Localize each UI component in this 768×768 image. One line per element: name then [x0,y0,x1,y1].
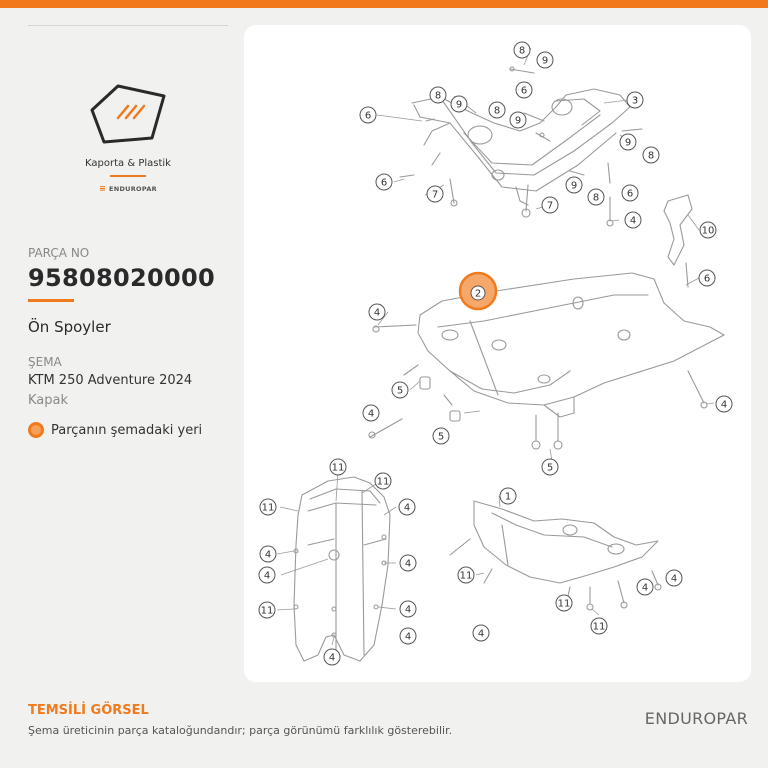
callout-4 [666,570,682,586]
callout-10 [700,222,716,238]
callout-6 [622,185,638,201]
callout-4 [399,499,415,515]
svg-text:6: 6 [380,177,388,189]
callout-4 [363,405,379,421]
callout-4 [324,649,340,665]
category-pentagon-icon [88,80,168,146]
callout-11 [330,459,346,475]
callout-8 [430,87,446,103]
category-brand [28,185,228,193]
callout-11 [259,602,275,618]
callout-4 [260,546,276,562]
callout-9 [620,134,636,150]
location-legend [28,422,202,438]
legend-label: Parçanın şemadaki yeri [51,422,203,438]
svg-text:4: 4 [641,582,649,594]
svg-text:4: 4 [403,502,411,514]
highlight-dot-icon [28,422,44,438]
accent-top-bar [0,0,768,8]
svg-text:11: 11 [592,621,606,633]
svg-text:8: 8 [647,150,655,162]
callout-6 [376,174,392,190]
callout-2 [471,286,485,300]
header-divider [28,25,228,26]
callout-4 [716,396,732,412]
svg-text:6: 6 [364,110,372,122]
callout-5 [542,459,558,475]
svg-text:8: 8 [434,90,442,102]
svg-text:11: 11 [557,598,571,610]
svg-text:4: 4 [404,604,412,616]
svg-text:7: 7 [546,200,554,212]
callout-8 [588,189,604,205]
svg-text:4: 4 [404,558,412,570]
svg-text:8: 8 [592,192,600,204]
svg-text:4: 4 [367,408,375,420]
callout-11 [458,567,474,583]
callout-1 [500,488,516,504]
svg-text:10: 10 [701,225,715,237]
svg-text:4: 4 [670,573,678,585]
svg-text:7: 7 [431,189,439,201]
svg-text:11: 11 [261,502,275,514]
callout-4 [400,555,416,571]
svg-text:11: 11 [331,462,345,474]
callout-3 [627,92,643,108]
category-underline [110,175,146,177]
callout-8 [489,102,505,118]
svg-text:9: 9 [570,180,578,192]
svg-text:9: 9 [541,55,549,67]
exploded-view-drawing [244,25,751,682]
svg-text:9: 9 [624,137,632,149]
callout-4 [400,628,416,644]
footer-brand: ENDUROPAR [644,709,748,728]
category-title: Kaporta & Plastik [85,158,171,169]
callout-9 [566,177,582,193]
callout-8 [643,147,659,163]
part-number-underline [28,299,74,302]
svg-text:2: 2 [474,288,482,300]
callout-4 [625,212,641,228]
svg-text:4: 4 [404,631,412,643]
svg-text:8: 8 [518,45,526,57]
callout-4 [473,625,489,641]
svg-text:5: 5 [396,385,404,397]
svg-text:4: 4 [629,215,637,227]
callout-5 [433,428,449,444]
callout-6 [360,107,376,123]
callout-9 [510,112,526,128]
part-name: Ön Spoyler [28,318,111,336]
brand-mark-icon: ≡ [98,184,106,193]
category-block [28,80,228,193]
callout-9 [537,52,553,68]
svg-text:3: 3 [631,95,639,107]
callout-9 [451,96,467,112]
parts-diagram [244,25,751,682]
callout-4 [400,601,416,617]
svg-text:4: 4 [263,570,271,582]
schema-model: KTM 250 Adventure 2024 [28,373,193,388]
part-number: 95808020000 [28,264,215,292]
callout-11 [375,473,391,489]
callout-7 [542,197,558,213]
svg-text:5: 5 [437,431,445,443]
svg-text:9: 9 [514,115,522,127]
svg-text:6: 6 [703,273,711,285]
svg-text:4: 4 [720,399,728,411]
schema-label: ŞEMA [28,355,62,369]
svg-text:5: 5 [546,462,554,474]
callout-11 [591,618,607,634]
svg-text:4: 4 [264,549,272,561]
svg-text:4: 4 [328,652,336,664]
callout-6 [516,82,532,98]
schema-group: Kapak [28,393,69,408]
callout-11 [260,499,276,515]
callout-5 [392,382,408,398]
part-number-label: PARÇA NO [28,246,90,260]
svg-text:1: 1 [504,491,512,503]
svg-text:6: 6 [520,85,528,97]
callout-4 [369,304,385,320]
svg-text:4: 4 [477,628,485,640]
callout-7 [427,186,443,202]
footer-title: TEMSİLİ GÖRSEL [28,703,149,718]
svg-text:6: 6 [626,188,634,200]
callout-8 [514,42,530,58]
category-brand-label: ENDUROPAR [109,185,157,193]
footer-note: Şema üreticinin parça kataloğundandır; parça görünümü farklılık gösterebilir. [28,724,453,737]
callout-4 [637,579,653,595]
svg-text:4: 4 [373,307,381,319]
callout-4 [259,567,275,583]
svg-text:8: 8 [493,105,501,117]
svg-text:11: 11 [459,570,473,582]
callout-11 [556,595,572,611]
svg-text:11: 11 [260,605,274,617]
callout-6 [699,270,715,286]
svg-text:9: 9 [455,99,463,111]
svg-text:11: 11 [376,476,390,488]
